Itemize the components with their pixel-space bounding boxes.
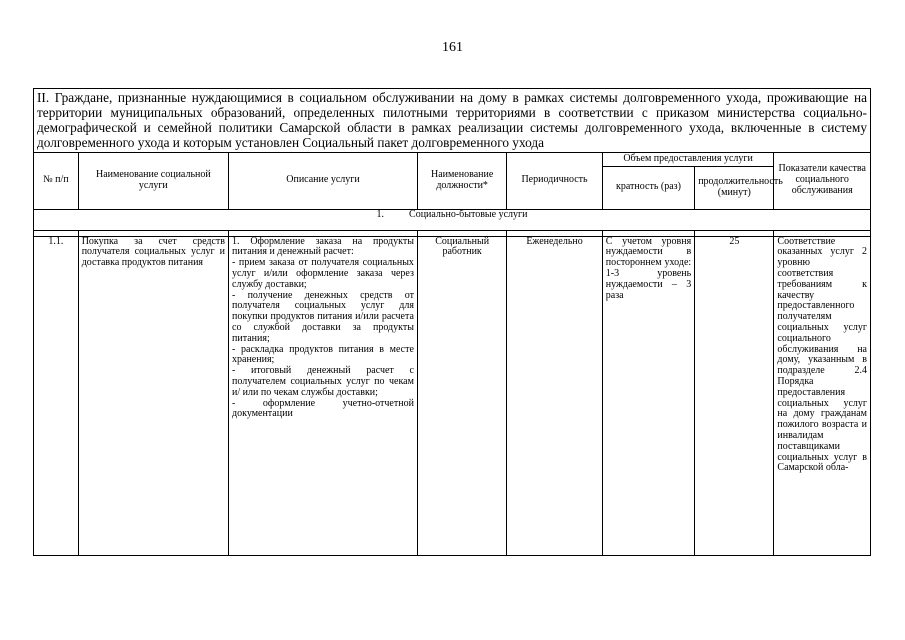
header-num: № п/п <box>34 152 79 209</box>
header-multiplicity: кратность (раз) <box>602 166 694 209</box>
row-num: 1.1. <box>34 236 79 555</box>
row-periodicity: Еженедельно <box>507 236 602 555</box>
row-duration: 25 <box>695 236 774 555</box>
header-duration: продолжительность (минут) <box>695 166 774 209</box>
section-heading: II. Граждане, признанные нуждающимися в социальном обслуживании на дому в рамках системы долговременного ухода, проживающие на территории муниципальных образований, определенных пилотными территориями в соответствии с приказом министерства социально-демографической и семейной политики Самарской области в рамках реализации системы долговременного ухода, включенные в систему долговременного ухода и которым установлен Социальный пакет долговременного ухода <box>34 89 871 153</box>
header-service-name: Наименование социальной услуги <box>78 152 228 209</box>
row-quality: Соответствие оказанных услуг 2 уровню соответствия требованиям к качеству предоставленного получателям социальных услуг социального обслуживания на дому, указанным в подразделе 2.4 Порядка предоставления социальных услуг на дому гражданам пожилого возраста и инвалидам поставщиками социальных услуг в Самарской обла- <box>774 236 871 555</box>
header-quality: Показатели качества социального обслуживания <box>774 152 871 209</box>
table-row <box>34 236 871 555</box>
row-multiplicity: С учетом уровня нуждаемости в постороннем уходе: 1-3 уровень нуждаемости – 3 раза <box>602 236 694 555</box>
row-position: Социальный работник <box>417 236 506 555</box>
header-description: Описание услуги <box>229 152 418 209</box>
row-description <box>229 236 418 555</box>
header-row <box>34 152 871 166</box>
section-heading-row <box>34 89 871 153</box>
section-row <box>34 209 871 230</box>
description-line: 1. Оформление заказа на продукты питания и денежный расчет: <box>232 235 414 258</box>
description-line: - оформление учетно-отчетной документации <box>232 397 414 420</box>
description-line: - получение денежных средств от получателя социальных услуг для покупки продуктов питания и/или расчета со службой доставки за продукты питания; <box>232 289 414 344</box>
header-periodicity: Периодичность <box>507 152 602 209</box>
page-number: 161 <box>442 40 463 55</box>
description-line: - раскладка продуктов питания в месте хранения; <box>232 343 414 366</box>
description-line: - прием заказа от получателя социальных услуг и/или оформление заказа через службу доставки; <box>232 257 414 290</box>
description-line: - итоговый денежный расчет с получателем социальных услуг по чекам и/ или по чекам службы доставки; <box>232 365 414 398</box>
header-volume-group: Объем предоставления услуги <box>602 152 774 166</box>
services-table <box>33 88 871 556</box>
section-title-cell <box>34 209 871 230</box>
section-title: Социально-бытовые услуги <box>409 208 528 220</box>
row-service-name: Покупка за счет средств получателя социальных услуг и доставка продуктов питания <box>78 236 228 555</box>
header-position: Наименование должности* <box>417 152 506 209</box>
section-number: 1. <box>376 208 385 220</box>
